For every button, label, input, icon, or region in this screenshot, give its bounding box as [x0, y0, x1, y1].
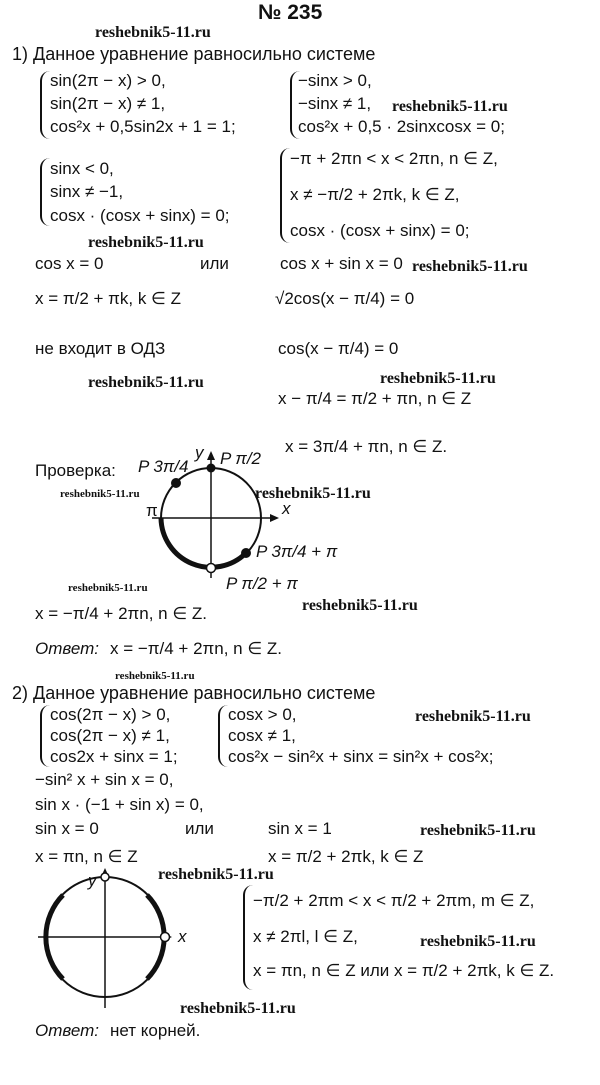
answer-label: Ответ:: [35, 639, 100, 658]
case-right: sin x = 1: [268, 819, 332, 838]
watermark: reshebnik5-11.ru: [68, 582, 148, 594]
case-right: cos x + sin x = 0: [280, 254, 403, 273]
system-line: −sinx ≠ 1,: [298, 94, 372, 113]
system-line: sin(2π − x) ≠ 1,: [50, 94, 166, 113]
system-line: −π + 2πn < x < 2πn, n ∈ Z,: [290, 149, 498, 168]
brace: [40, 705, 50, 767]
watermark: reshebnik5-11.ru: [255, 485, 371, 502]
answer-text: нет корней.: [110, 1021, 201, 1040]
watermark: reshebnik5-11.ru: [420, 933, 536, 950]
system-line: cosx · (cosx + sinx) = 0;: [50, 206, 230, 225]
system-line: cos²x + 0,5 · 2sinxcosx = 0;: [298, 117, 505, 136]
case-left: sin x = 0: [35, 819, 99, 838]
watermark: reshebnik5-11.ru: [60, 488, 140, 500]
watermark: reshebnik5-11.ru: [115, 670, 195, 682]
system-line: −π/2 + 2πm < x < π/2 + 2πm, m ∈ Z,: [253, 891, 535, 910]
system-line: x = πn, n ∈ Z или x = π/2 + 2πk, k ∈ Z.: [253, 961, 555, 980]
or-label: или: [185, 819, 214, 838]
brace: [243, 885, 253, 990]
circle-label: P π/2 + π: [226, 574, 298, 593]
system-line: cos(2π − x) > 0,: [50, 705, 171, 724]
circle-label: P 3π/4: [138, 457, 189, 476]
axis-label: x: [178, 927, 187, 946]
case-right: cos(x − π/4) = 0: [278, 339, 399, 358]
watermark: reshebnik5-11.ru: [392, 98, 508, 115]
watermark: reshebnik5-11.ru: [158, 866, 274, 883]
circle-label: y: [195, 443, 204, 462]
system-line: sin(2π − x) > 0,: [50, 71, 166, 90]
case-left: x = πn, n ∈ Z: [35, 847, 138, 866]
watermark: reshebnik5-11.ru: [380, 370, 496, 387]
watermark: reshebnik5-11.ru: [88, 234, 204, 251]
circle-label: x: [282, 499, 291, 518]
system-line: cosx ≠ 1,: [228, 726, 296, 745]
watermark: reshebnik5-11.ru: [412, 258, 528, 275]
part2-heading: 2) Данное уравнение равносильно системе: [12, 683, 376, 703]
result-line: x = −π/4 + 2πn, n ∈ Z.: [35, 604, 207, 623]
circle-label: π: [146, 501, 158, 520]
case-left: x = π/2 + πk, k ∈ Z: [35, 289, 181, 308]
watermark: reshebnik5-11.ru: [415, 708, 531, 725]
watermark: reshebnik5-11.ru: [88, 374, 204, 391]
case-right: x = π/2 + 2πk, k ∈ Z: [268, 847, 424, 866]
system-line: x ≠ −π/2 + 2πk, k ∈ Z,: [290, 185, 460, 204]
system-line: −sinx > 0,: [298, 71, 372, 90]
system-line: cosx · (cosx + sinx) = 0;: [290, 221, 470, 240]
system-line: cos(2π − x) ≠ 1,: [50, 726, 170, 745]
case-left: не входит в ОДЗ: [35, 339, 166, 358]
check-label: Проверка:: [35, 461, 116, 480]
system-line: sinx ≠ −1,: [50, 182, 124, 201]
watermark: reshebnik5-11.ru: [302, 597, 418, 614]
equation-line: −sin² x + sin x = 0,: [35, 770, 174, 789]
circle-label: P π/2: [220, 449, 261, 468]
system-line: sinx < 0,: [50, 159, 114, 178]
case-right: x − π/4 = π/2 + πn, n ∈ Z: [278, 389, 472, 408]
part1-heading: 1) Данное уравнение равносильно системе: [12, 44, 376, 64]
equation-line: sin x · (−1 + sin x) = 0,: [35, 795, 204, 814]
case-right: √2cos(x − π/4) = 0: [275, 289, 415, 308]
watermark: reshebnik5-11.ru: [180, 1000, 296, 1017]
watermark: reshebnik5-11.ru: [420, 822, 536, 839]
unit-circle-2: [38, 868, 172, 1008]
system-line: cos2x + sinx = 1;: [50, 747, 178, 766]
answer-text: x = −π/4 + 2πn, n ∈ Z.: [110, 639, 282, 658]
case-right: x = 3π/4 + πn, n ∈ Z.: [285, 437, 448, 456]
brace: [218, 705, 228, 767]
watermark: reshebnik5-11.ru: [95, 24, 211, 41]
system-line: cos²x − sin²x + sinx = sin²x + cos²x;: [228, 747, 494, 766]
or-label: или: [200, 254, 229, 273]
system-line: cos²x + 0,5sin2x + 1 = 1;: [50, 117, 236, 136]
answer-label: Ответ:: [35, 1021, 100, 1040]
case-left: cos x = 0: [35, 254, 104, 273]
page-title: № 235: [258, 1, 323, 24]
axis-label: y: [88, 871, 97, 890]
circle-label: P 3π/4 + π: [256, 542, 338, 561]
system-line: cosx > 0,: [228, 705, 297, 724]
system-line: x ≠ 2πl, l ∈ Z,: [253, 927, 358, 946]
